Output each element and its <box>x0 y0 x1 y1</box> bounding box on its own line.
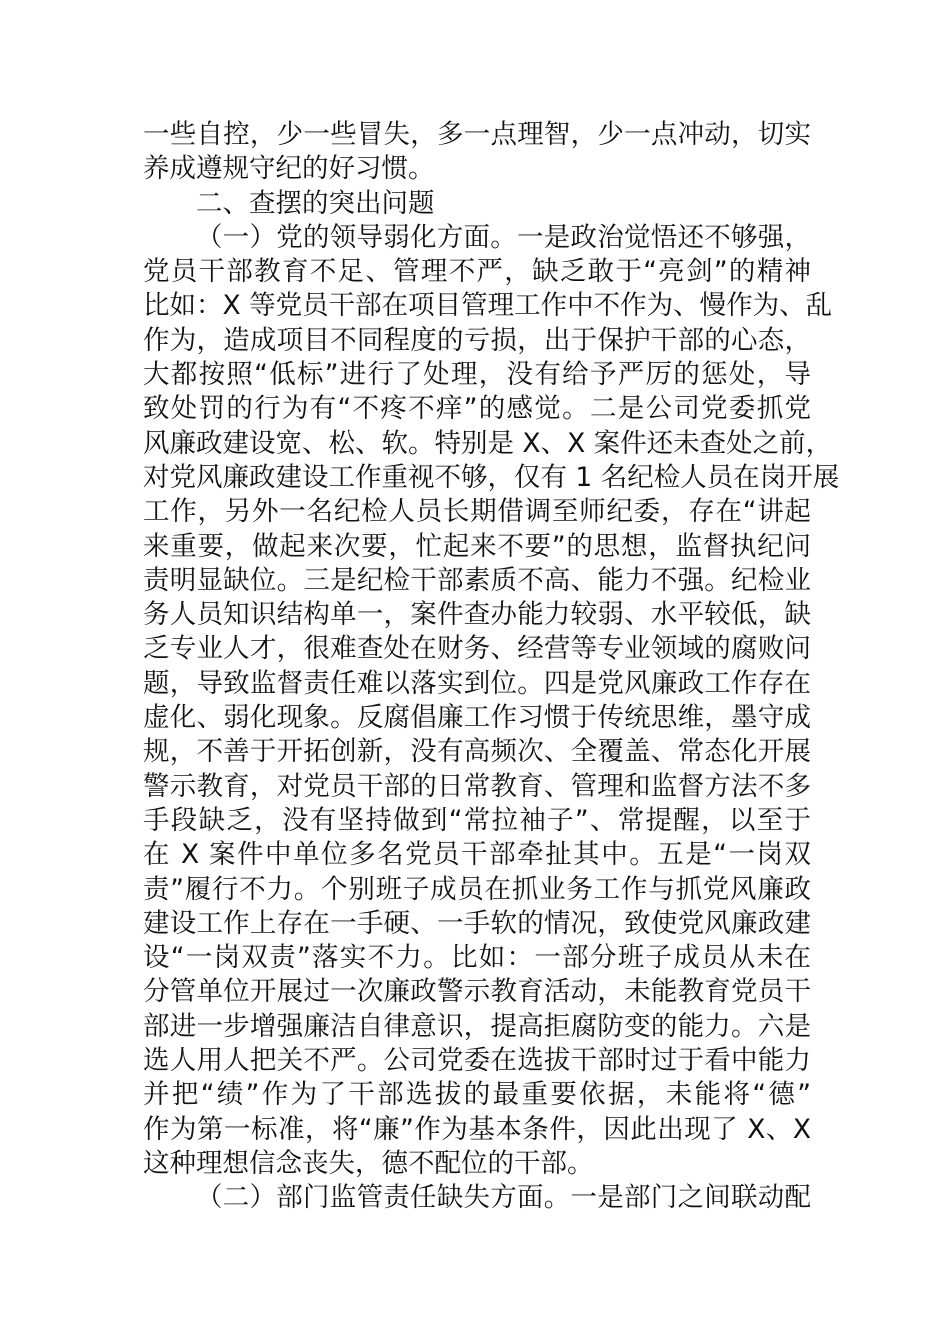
text-line: 规，不善于开拓创新，没有高频次、全覆盖、常态化开展 <box>143 736 811 768</box>
text-line: 这种理想信念丧失，德不配位的干部。 <box>143 1147 594 1179</box>
text-line: 一些自控，少一些冒失，多一点理智，少一点冲动，切实 <box>143 119 811 150</box>
text-line: 对党风廉政建设工作重视不够，仅有 1 名纪检人员在岗开展 <box>143 461 840 493</box>
text-line: （一）党的领导弱化方面。一是政治觉悟还不够强， <box>196 221 811 253</box>
text-line: 选人用人把关不严。公司党委在选拔干部时过于看中能力 <box>143 1045 811 1077</box>
text-line: 责明显缺位。三是纪检干部素质不高、能力不强。纪检业 <box>143 564 811 596</box>
document-body <box>143 118 840 1216</box>
text-line: 务人员知识结构单一，案件查办能力较弱、水平较低，缺 <box>143 599 811 631</box>
text-line: 大都按照“低标”进行了处理，没有给予严厉的惩处，导 <box>143 359 811 391</box>
text-line: 工作，另外一名纪检人员长期借调至师纪委，存在“讲起 <box>143 496 811 528</box>
text-line: 分管单位开展过一次廉政警示教育活动，未能教育党员干 <box>143 976 811 1008</box>
text-line: 作为，造成项目不同程度的亏损，出于保护干部的心态， <box>143 324 811 356</box>
text-line: 责”履行不力。个别班子成员在抓业务工作与抓党风廉政 <box>143 873 811 905</box>
text-line: 手段缺乏，没有坚持做到“常拉袖子”、常提醒，以至于 <box>143 804 811 836</box>
text-line: 警示教育，对党员干部的日常教育、管理和监督方法不多 <box>143 770 811 802</box>
text-line: 并把“绩”作为了干部选拔的最重要依据，未能将“德” <box>143 1079 811 1111</box>
text-line: 在 X 案件中单位多名党员干部牵扯其中。五是“一岗双 <box>143 839 811 871</box>
text-line: 致处罚的行为有“不疼不痒”的感觉。二是公司党委抓党 <box>143 393 811 425</box>
text-line: 养成遵规守纪的好习惯。 <box>143 153 435 185</box>
text-line: 比如：X 等党员干部在项目管理工作中不作为、慢作为、乱 <box>143 290 833 322</box>
text-line: 虚化、弱化现象。反腐倡廉工作习惯于传统思维，墨守成 <box>143 702 811 734</box>
text-line: 作为第一标准，将“廉”作为基本条件，因此出现了 X、X <box>143 1113 811 1145</box>
text-line: 部进一步增强廉洁自律意识，提高拒腐防变的能力。六是 <box>143 1010 811 1042</box>
text-line: 来重要，做起来次要，忙起来不要”的思想，监督执纪问 <box>143 530 811 562</box>
text-line: 题，导致监督责任难以落实到位。四是党风廉政工作存在 <box>143 667 811 699</box>
text-line: 设“一岗双责”落实不力。比如：一部分班子成员从未在 <box>143 942 811 974</box>
text-line: 党员干部教育不足、管理不严，缺乏敢于“亮剑”的精神 <box>143 256 811 288</box>
text-line: 建设工作上存在一手硬、一手软的情况，致使党风廉政建 <box>143 907 811 939</box>
text-line: 风廉政建设宽、松、软。特别是 X、X 案件还未查处之前， <box>143 427 833 459</box>
text-line: 乏专业人才，很难查处在财务、经营等专业领域的腐败问 <box>143 633 811 665</box>
text-line: 二、查摆的突出问题 <box>196 187 435 219</box>
text-line: （二）部门监管责任缺失方面。一是部门之间联动配 <box>196 1182 811 1214</box>
